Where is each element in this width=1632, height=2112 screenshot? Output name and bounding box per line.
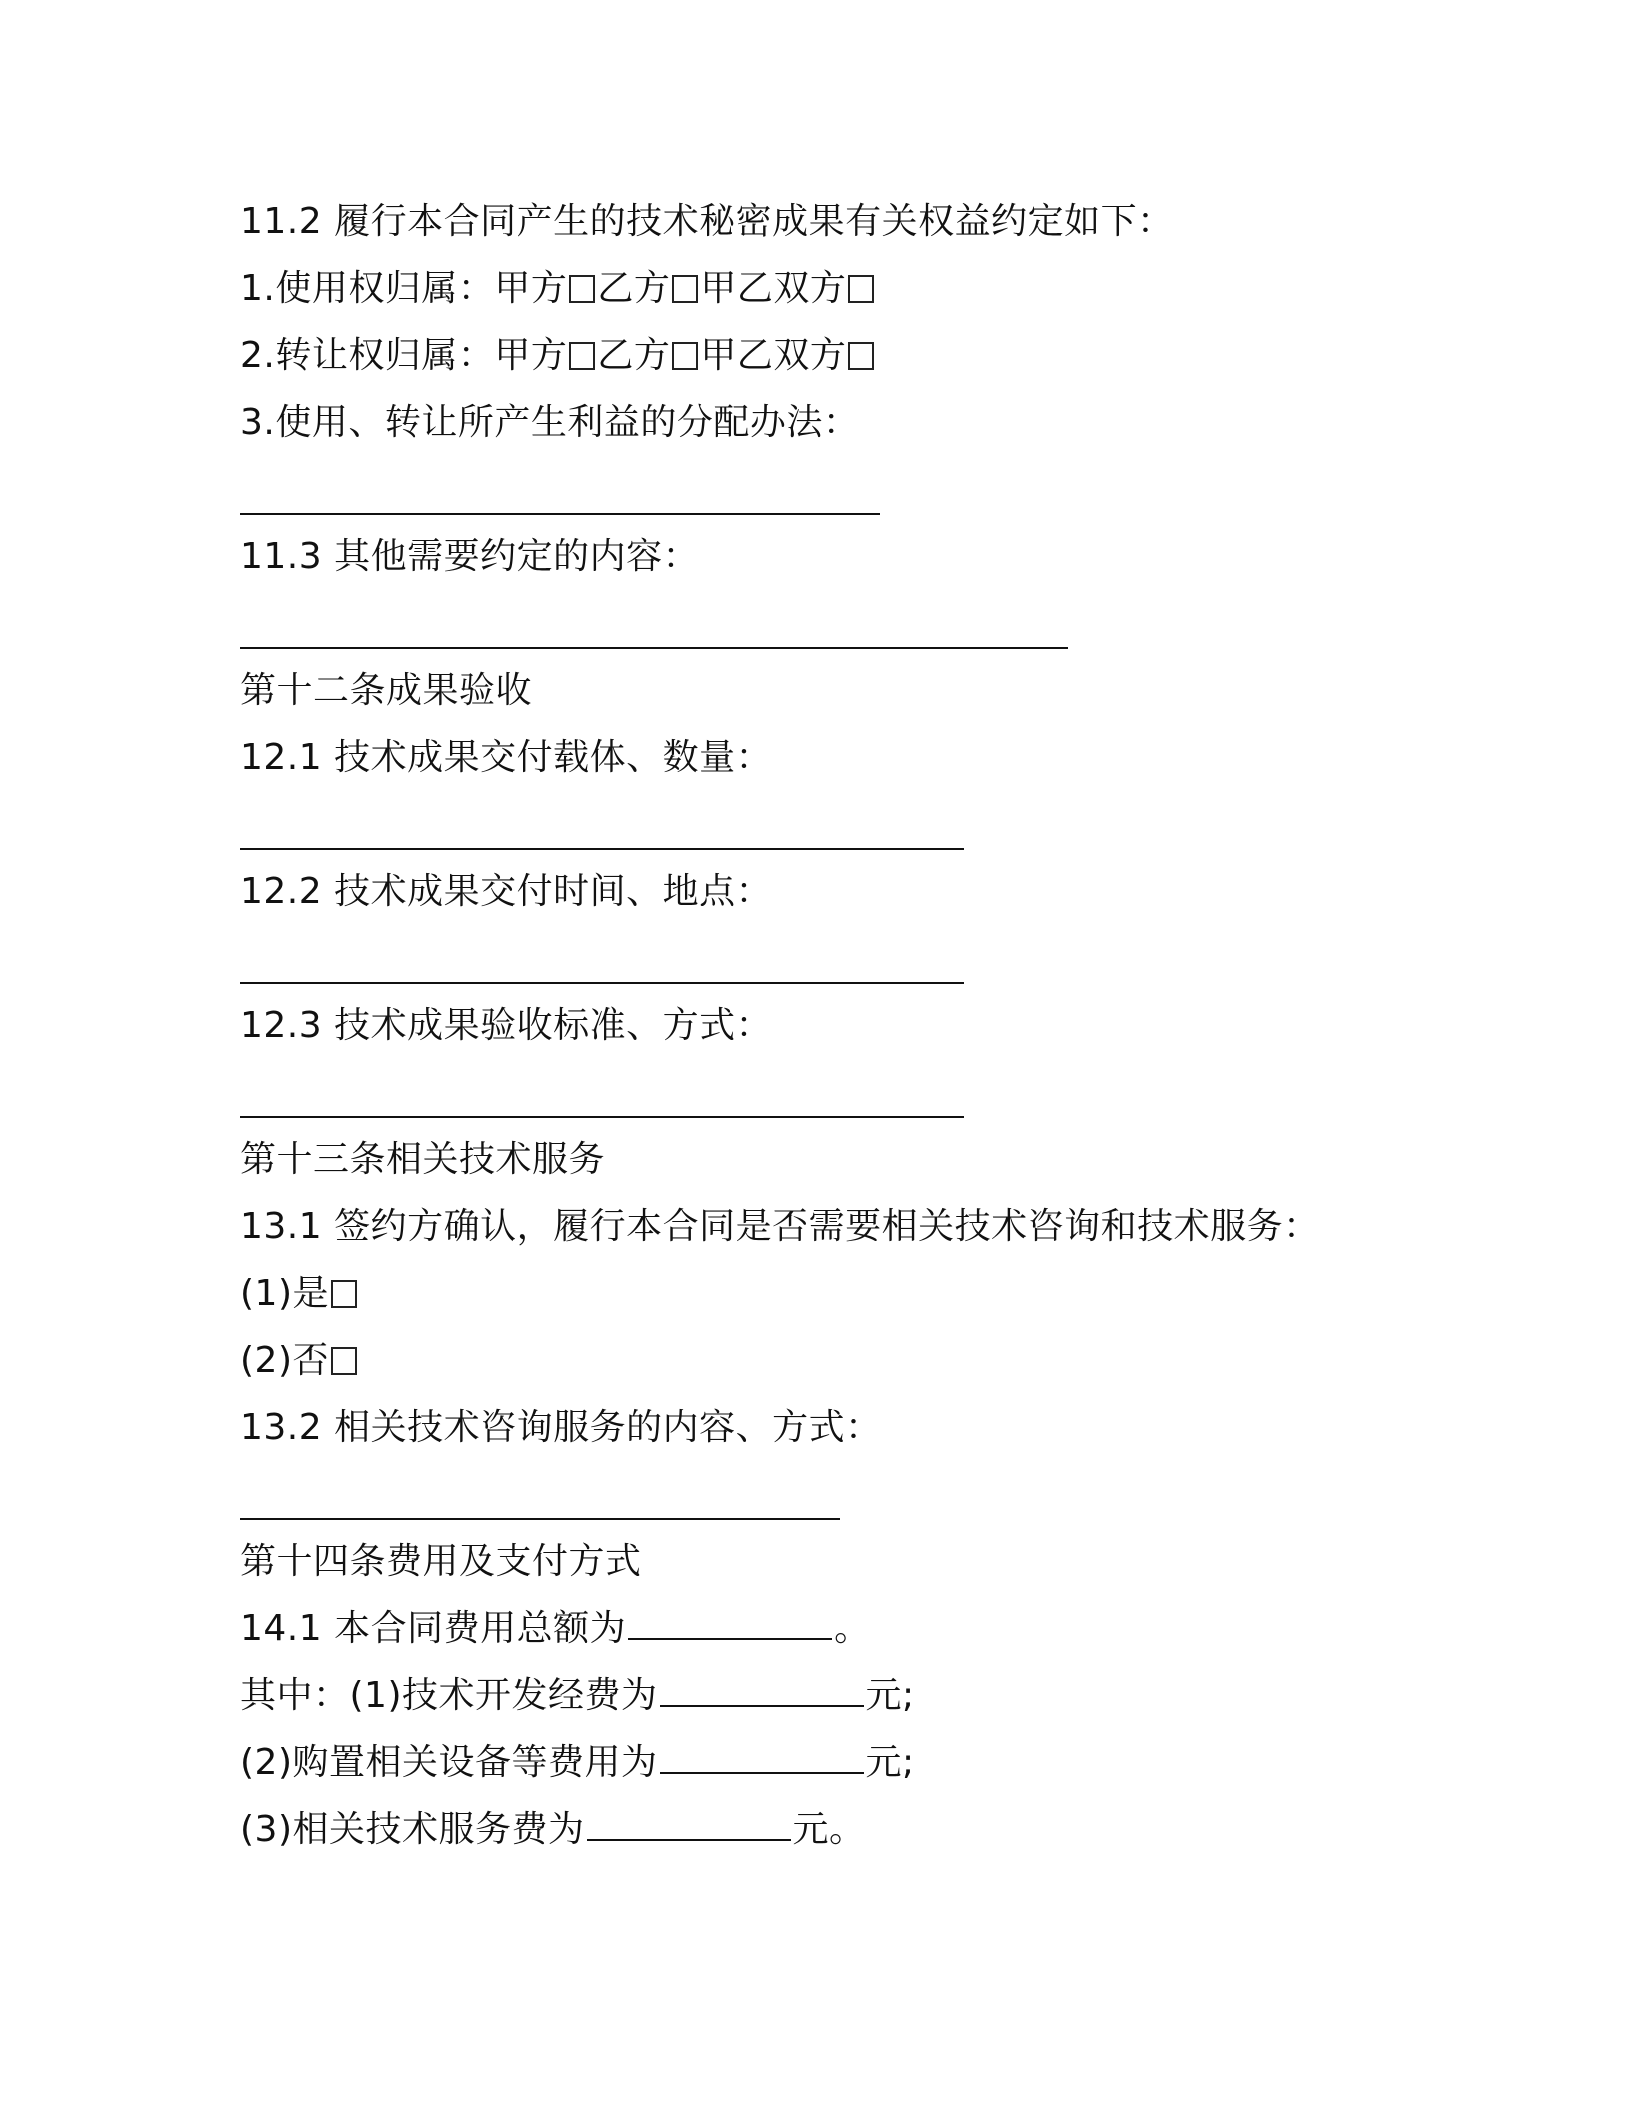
profit-distribution-blank[interactable] — [240, 456, 1440, 523]
service-fee-blank[interactable] — [587, 1809, 791, 1841]
clause-11-2: 11.2 履行本合同产生的技术秘密成果有关权益约定如下： — [240, 201, 1174, 242]
equipment-fee-blank[interactable] — [660, 1742, 864, 1774]
equipment-fee-line: (2)购置相关设备等费用为 元; — [240, 1742, 915, 1783]
checkbox-both-parties-transfer[interactable] — [848, 342, 874, 370]
option-yes-line: (1)是 — [240, 1260, 1440, 1327]
delivery-carrier-blank[interactable] — [240, 791, 1440, 858]
blank-rule — [240, 1518, 840, 1520]
transfer-rights-line: 2.转让权归属：甲方 乙方 甲乙双方 — [240, 322, 1440, 389]
clause-13-2: 13.2 相关技术咨询服务的内容、方式： — [240, 1407, 882, 1448]
clause-12-3: 12.3 技术成果验收标准、方式： — [240, 1005, 773, 1046]
clause-11-3: 11.3 其他需要约定的内容： — [240, 536, 700, 577]
checkbox-both-parties-usage[interactable] — [848, 275, 874, 303]
dev-fee-line: 其中：(1)技术开发经费为 元; — [240, 1675, 915, 1716]
blank-rule — [240, 982, 964, 984]
article-13-heading: 第十三条相关技术服务 — [240, 1139, 606, 1180]
dev-fee-blank[interactable] — [660, 1675, 864, 1707]
clause-14-1: 14.1 本合同费用总额为 。 — [240, 1608, 871, 1649]
consulting-content-blank[interactable] — [240, 1461, 1440, 1528]
usage-rights-line: 1.使用权归属：甲方 乙方 甲乙双方 — [240, 255, 1440, 322]
other-terms-blank[interactable] — [240, 590, 1440, 657]
acceptance-standard-blank[interactable] — [240, 1059, 1440, 1126]
option-no-line: (2)否 — [240, 1327, 1440, 1394]
total-fee-blank[interactable] — [628, 1608, 832, 1640]
service-fee-line: (3)相关技术服务费为 元。 — [240, 1809, 866, 1850]
checkbox-party-a-usage[interactable] — [569, 275, 595, 303]
checkbox-no[interactable] — [331, 1347, 357, 1375]
clause-12-2: 12.2 技术成果交付时间、地点： — [240, 871, 773, 912]
delivery-time-blank[interactable] — [240, 925, 1440, 992]
checkbox-yes[interactable] — [331, 1280, 357, 1308]
blank-rule — [240, 1116, 964, 1118]
blank-rule — [240, 848, 964, 850]
checkbox-party-a-transfer[interactable] — [569, 342, 595, 370]
checkbox-party-b-transfer[interactable] — [672, 342, 698, 370]
profit-distribution-label: 3.使用、转让所产生利益的分配办法： — [240, 402, 860, 443]
blank-rule — [240, 647, 1068, 649]
checkbox-party-b-usage[interactable] — [672, 275, 698, 303]
contract-body — [240, 188, 1440, 1863]
blank-rule — [240, 513, 880, 515]
article-12-heading: 第十二条成果验收 — [240, 670, 533, 711]
article-14-heading: 第十四条费用及支付方式 — [240, 1541, 642, 1582]
clause-12-1: 12.1 技术成果交付载体、数量： — [240, 737, 773, 778]
clause-13-1: 13.1 签约方确认，履行本合同是否需要相关技术咨询和技术服务： — [240, 1206, 1320, 1247]
